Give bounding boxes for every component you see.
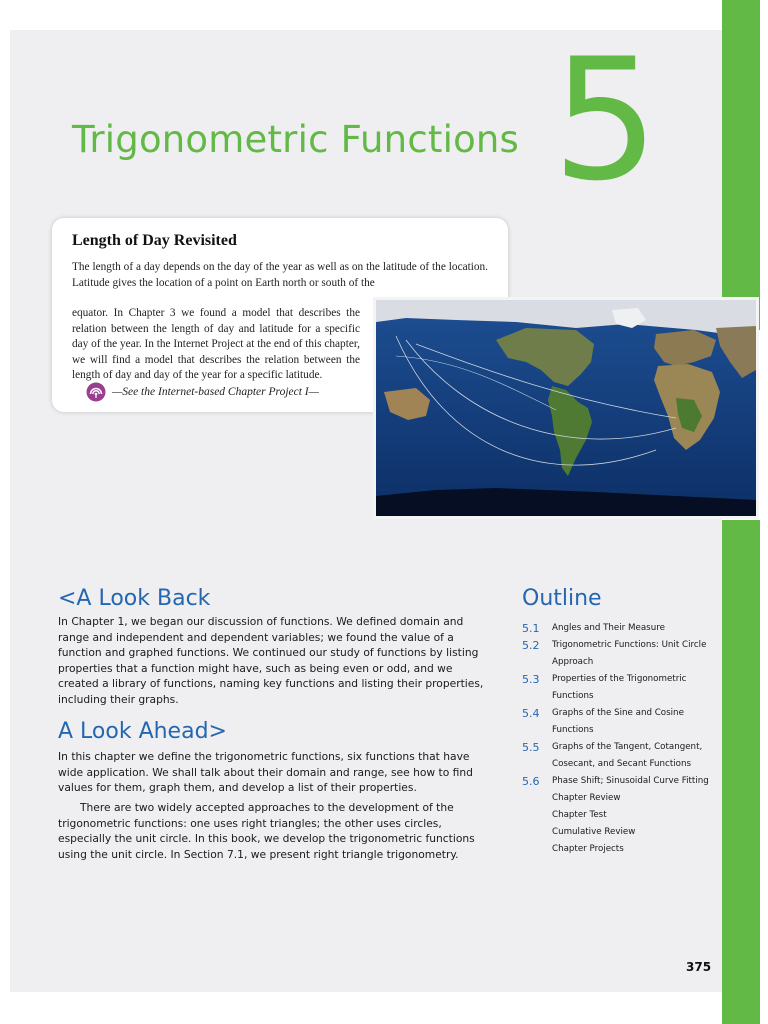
chapter-project-citation [86,382,319,402]
outline-item-number [522,824,552,841]
look-ahead-paragraph-2: There are two widely accepted approaches to the development of the trigonometric functions: one uses right triangles; the other uses circles, especially the unit circle. In this book, we develop the trigonometric functions using the unit circle. In Section 7.1, we present right triangle trigonometry. [58,801,475,861]
outline-list [522,620,722,858]
outline-item-number: 5.1 [522,622,540,635]
outline-item-number [522,807,552,824]
outline-item [522,773,722,790]
outline-item [522,637,722,671]
outline-item [522,739,722,773]
outline-item [522,824,722,841]
outline-item [522,790,722,807]
outline-item-number: 5.6 [522,775,540,788]
outline-item-title: Chapter Projects [552,844,624,854]
outline-item-title: Graphs of the Sine and Cosine Functions [552,708,684,735]
outline-item-title: Graphs of the Tangent, Cotangent, Cosecant, and Secant Functions [552,742,703,769]
chapter-title: Trigonometric Functions [72,118,520,161]
outline-item-title: Cumulative Review [552,827,636,837]
chapter-number: 5 [552,22,659,218]
outline-item [522,705,722,739]
world-map-photo [373,297,759,519]
feature-box-heading: Length of Day Revisited [72,232,237,249]
world-map-image [376,300,756,516]
outline-item [522,807,722,824]
outline-item-title: Chapter Review [552,793,621,803]
look-back-heading: <A Look Back [58,586,211,611]
look-back-text: In Chapter 1, we began our discussion of functions. We defined domain and range and independent and dependent variables; we found the value of a function and graphed functions. We continued our study of functions by listing properties that a function might have, such as being even or odd, and we created a library of functions, naming key functions and listing their properties, including their graphs. [58,615,484,706]
outline-item [522,620,722,637]
look-ahead-heading: A Look Ahead> [58,719,227,744]
page-number: 375 [686,960,712,974]
outline-item-number: 5.3 [522,673,540,686]
internet-project-icon [86,382,106,402]
outline-item-title: Trigonometric Functions: Unit Circle Approach [552,640,707,667]
outline-item-title: Properties of the Trigonometric Functions [552,674,687,701]
outline-item-number [522,790,552,807]
outline-item-title: Angles and Their Measure [552,623,665,633]
feature-box-text-narrow: equator. In Chapter 3 we found a model that describes the relation between the length of day and latitude for a specific day of the year. In the Internet Project at the end of this chapter, we will find a model that describes the relation between the length of day and day of the year for a specific latitude. [72,307,360,381]
feature-box-text-full: The length of a day depends on the day of the year as well as on the latitude of the location. Latitude gives the location of a point on Earth north or south of the [72,261,488,289]
outline-item [522,671,722,705]
citation-text: —See the Internet-based Chapter Project I— [112,386,319,398]
outline-item-number: 5.5 [522,741,540,754]
outline-item-number: 5.4 [522,707,540,720]
outline-item-title: Phase Shift; Sinusoidal Curve Fitting [552,776,709,786]
outline-item [522,841,722,858]
look-ahead-paragraph-1: In this chapter we define the trigonometric functions, six functions that have wide application. We shall talk about their domain and range, see how to find values for them, graph them, and develop a list of their properties. [58,750,473,794]
outline-item-number [522,841,552,858]
outline-heading: Outline [522,586,602,611]
outline-item-number: 5.2 [522,639,540,652]
outline-item-title: Chapter Test [552,810,607,820]
